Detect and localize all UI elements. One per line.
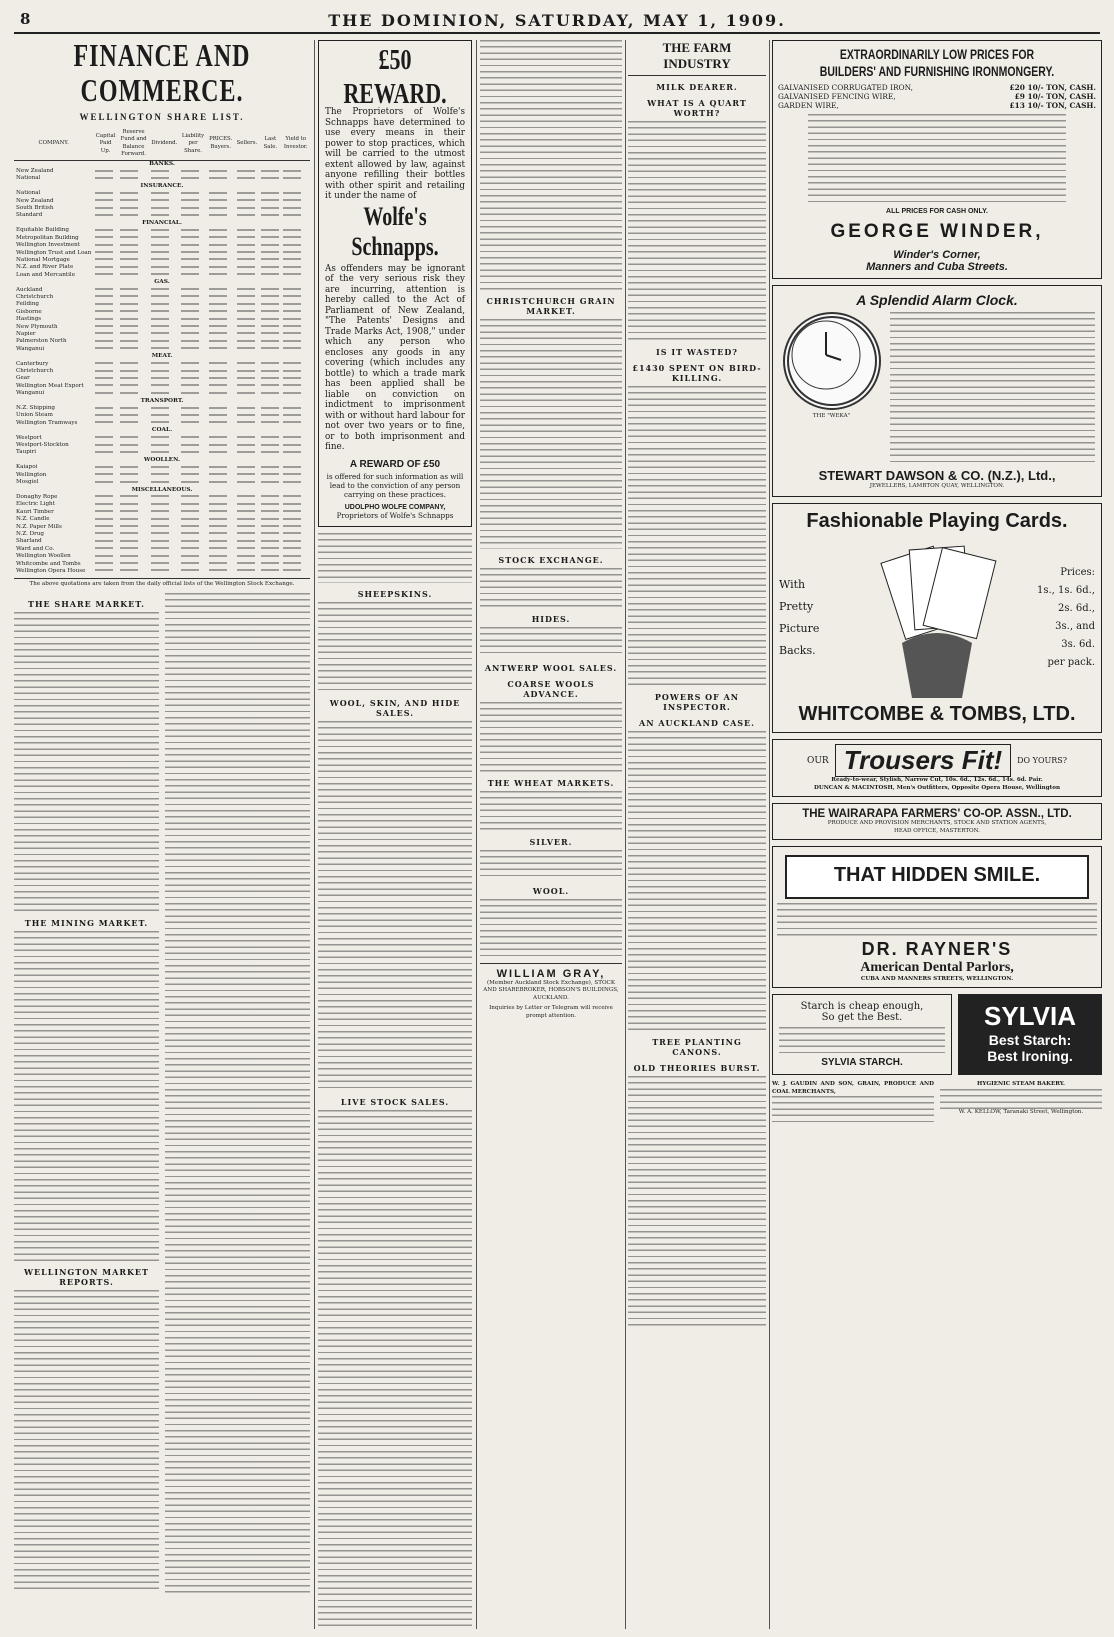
share-table-header: COMPANY.: [14, 128, 93, 160]
share-table-row: Wellington Meat Export: [14, 383, 310, 390]
share-list-title: WELLINGTON SHARE LIST.: [79, 112, 245, 122]
share-table-row: Westport-Stockton: [14, 442, 310, 449]
share-table-row: Whitcombe and Tombs: [14, 561, 310, 568]
market-reports-continued: [165, 593, 310, 1593]
cards-advertisement: [772, 503, 1102, 733]
col3-text-e: [480, 702, 622, 772]
winder-head-2: BUILDERS' AND FURNISHING IRONMONGERY.: [819, 64, 1055, 80]
stock-heading: STOCK EXCHANGE.: [498, 555, 604, 565]
share-table-row: New Zealand: [14, 198, 310, 205]
milk-heading: MILK DEARER.: [656, 82, 738, 92]
share-market-text: [14, 612, 159, 912]
winder-address-2: Manners and Cuba Streets.: [866, 261, 1008, 273]
coarse-heading: COARSE WOOLS ADVANCE.: [507, 679, 595, 699]
trousers-line: Ready-to-wear, Stylish, Narrow Cut, 10s. 6d., 12s. 6d., 14s. 6d. Pair.: [831, 777, 1043, 784]
cards-text-line: 2s. 6d.,: [1058, 603, 1095, 615]
page-number: 8: [20, 10, 31, 28]
share-table-row: Auckland: [14, 287, 310, 294]
hides-heading: HIDES.: [531, 614, 571, 624]
reward-headline: £50 REWARD.: [343, 43, 447, 110]
share-table: [14, 128, 310, 575]
cards-text-line: 1s., 1s. 6d.,: [1036, 585, 1095, 597]
share-table-header: PRICES. Buyers.: [207, 128, 235, 160]
table-note: The above quotations are taken from the daily official lists of the Wellington Stock Exchange.: [14, 578, 310, 588]
share-section-heading: GAS.: [154, 279, 170, 286]
share-table-row: Christchurch: [14, 368, 310, 375]
col3-text-f: [480, 791, 622, 831]
col2-text-a: [318, 533, 472, 583]
col2-text-b: [318, 602, 472, 692]
col3-text-h: [480, 899, 622, 959]
grain-heading: CHRISTCHURCH GRAIN MARKET.: [486, 296, 616, 316]
quart-heading: WHAT IS A QUART WORTH?: [647, 98, 747, 118]
share-table-row: Sharland: [14, 538, 310, 545]
smile-headline: THAT HIDDEN SMILE.: [833, 864, 1041, 887]
share-table-row: Wanganui: [14, 346, 310, 353]
finance-title: FINANCE AND COMMERCE.: [73, 40, 251, 109]
share-section-heading: INSURANCE.: [140, 182, 184, 189]
share-table-row: Kauri Timber: [14, 509, 310, 516]
share-table-row: Metropolitan Building: [14, 235, 310, 242]
cards-right-text: [1035, 564, 1095, 672]
cards-text-line: With: [779, 578, 806, 592]
powers-heading: POWERS OF AN INSPECTOR.: [654, 692, 740, 712]
cards-text-line: Pretty: [779, 600, 814, 614]
share-table-header: Liability per Share.: [179, 128, 206, 160]
share-table-row: Feilding: [14, 301, 310, 308]
reward-signature: UDOLPHO WOLFE COMPANY,: [344, 503, 446, 511]
trousers-shop: DUNCAN & MACINTOSH, Men's Outfitters, Opposite Opera House, Wellington: [813, 784, 1061, 791]
clock-name: THE "WEKA": [812, 413, 851, 419]
share-table-row: Wellington Investment: [14, 242, 310, 249]
market-reports-text: [14, 1290, 159, 1590]
share-table-header: Sellers.: [235, 128, 260, 160]
farm-title: THE FARM INDUSTRY: [628, 40, 766, 76]
winder-price-item: GALVANISED CORRUGATED IRON, £20 10/- TON, CASH.: [778, 83, 1096, 92]
trousers-advertisement: [772, 739, 1102, 797]
mining-heading: THE MINING MARKET.: [24, 917, 149, 928]
share-table-row: National: [14, 190, 310, 197]
share-table-row: Wellington Trust and Loan: [14, 250, 310, 257]
share-section-heading: COAL.: [151, 427, 173, 434]
reward-advertisement: [318, 40, 472, 527]
starch-text: [779, 1027, 945, 1053]
share-table-row: Wellington Opera House: [14, 568, 310, 575]
share-table-row: Wanganui: [14, 390, 310, 397]
share-table-row: Kaiapoi: [14, 464, 310, 471]
share-table-header: Dividend.: [149, 128, 179, 160]
cards-text-line: 3s., and: [1055, 621, 1095, 633]
share-table-row: Wellington: [14, 472, 310, 479]
silver-heading: SILVER.: [529, 837, 573, 847]
share-table-row: Wellington Tramways: [14, 420, 310, 427]
wairarapa-sub: PRODUCE AND PROVISION MERCHANTS, STOCK AND STATION AGENTS,: [827, 820, 1047, 827]
markets-column: [480, 40, 622, 1629]
col3-text-d: [480, 627, 622, 657]
market-reports-heading: WELLINGTON MARKET REPORTS.: [24, 1266, 149, 1287]
trousers-question: DO YOURS?: [1017, 756, 1068, 766]
rayner-name: DR. RAYNER'S: [861, 939, 1013, 960]
kellow-name: W. A. KELLOW, Taranaki Street, Wellington.: [958, 1108, 1084, 1115]
gaudin-text: [772, 1096, 934, 1126]
share-table-row: Taupiri: [14, 449, 310, 456]
cards-left-text: [779, 574, 839, 662]
gray-ad-name: WILLIAM GRAY,: [496, 968, 606, 980]
share-table-header: Reserve Fund and Balance Forward.: [118, 128, 149, 160]
playing-cards-icon: [862, 533, 1012, 703]
share-table-row: New Plymouth: [14, 324, 310, 331]
sheepskins-heading: SHEEPSKINS.: [357, 588, 433, 599]
share-table-row: Donaghy Rope: [14, 494, 310, 501]
wairarapa-office: HEAD OFFICE, MASTERTON.: [894, 827, 980, 834]
winder-name: GEORGE WINDER,: [830, 221, 1044, 242]
col2-text-c: [318, 721, 472, 1091]
gray-ad-end: Inquiries by Letter or Telegram will receive prompt attention.: [489, 1005, 613, 1019]
reward-column: [318, 40, 472, 1629]
col4-text-d: [628, 1076, 766, 1326]
share-table-row: N.Z. and River Plate: [14, 264, 310, 271]
farm-column: [628, 40, 766, 1629]
share-table-row: Loan and Mercantile: [14, 272, 310, 279]
reward-line: A REWARD OF £50: [349, 458, 441, 470]
sylvia-name: SYLVIA: [984, 1001, 1076, 1032]
winder-price-item: GARDEN WIRE, £13 10/- TON, CASH.: [778, 101, 1096, 110]
whitcombe-name: WHITCOMBE & TOMBS, LTD.: [798, 703, 1076, 726]
share-table-row: N.Z. Paper Mills: [14, 524, 310, 531]
share-table-header: Last Sale.: [259, 128, 281, 160]
share-table-row: National: [14, 175, 310, 182]
col4-text-a: [628, 121, 766, 341]
starch-line: Starch is cheap enough,: [800, 1001, 924, 1013]
theories-heading: OLD THEORIES BURST.: [633, 1063, 761, 1073]
winder-sale: ALL PRICES FOR CASH ONLY.: [886, 208, 988, 215]
reward-body: The Proprietors of Wolfe's Schnapps have determined to use every means in their power to stop practices, which will be carried to the utmost extent allowed by law, against anyone refilling their bottles with other spirit and retailing it under the name of: [325, 107, 465, 201]
smile-banner: [785, 855, 1089, 899]
col4-text-c: [628, 731, 766, 1031]
winder-advertisement: [772, 40, 1102, 279]
share-table-row: Ward and Co.: [14, 546, 310, 553]
share-table-row: Napier: [14, 331, 310, 338]
share-table-row: Electric Light: [14, 501, 310, 508]
wool-heading: WOOL.: [532, 886, 570, 896]
tree-heading: TREE PLANTING CANONS.: [652, 1037, 742, 1057]
cards-headline: Fashionable Playing Cards.: [806, 510, 1068, 533]
col2-text-d: [318, 1110, 472, 1630]
share-table-row: N.Z. Drug: [14, 531, 310, 538]
share-table-row: Canterbury: [14, 361, 310, 368]
rayner-parlors: American Dental Parlors,: [860, 960, 1014, 976]
wasted-heading: IS IT WASTED?: [656, 347, 738, 357]
wool-sales-heading: WOOL, SKIN, AND HIDE SALES.: [329, 697, 461, 718]
gaudin-name: W. J. GAUDIN AND SON, GRAIN, PRODUCE AND COAL MERCHANTS,: [772, 1081, 934, 1095]
cards-text-line: 3s. 6d.: [1061, 639, 1095, 651]
share-table-row: Union Steam: [14, 412, 310, 419]
cards-text-line: Backs.: [779, 644, 816, 658]
wheat-heading: THE WHEAT MARKETS.: [487, 778, 615, 788]
trousers-lead: OUR: [806, 755, 829, 766]
gray-ad-sub: (Member Auckland Stock Exchange), STOCK AND SHAREBROKER, HOBSON'S BUILDINGS, AUCKLAND.: [483, 980, 619, 1001]
share-table-header: Yield to Investor.: [281, 128, 310, 160]
winder-price-item: GALVANISED FENCING WIRE, £9 10/- TON, CASH.: [778, 92, 1096, 101]
col3-text-b: [480, 319, 622, 549]
rayner-text: [777, 903, 1097, 939]
share-table-row: Mosgiel: [14, 479, 310, 486]
auckland-case-heading: AN AUCKLAND CASE.: [639, 718, 755, 728]
cards-text-line: Picture: [779, 622, 820, 636]
winder-items-more: [808, 114, 1066, 204]
reward-act-text: As offenders may be ignorant of the very serious risk they are incurring, attention is hereby called to the Act of Parliament of New Zealand, "The Patents' Designs and Trade Marks Act, 1908," under which any person who encloses any goods in any covering (which includes any bottle) to which a trade mark has been applied shall be liable on conviction on indictment to imprisonment with or without hard labour for not over two years or to fine, or to both imprisonment and fine.: [325, 263, 465, 452]
best-ironing: Best Ironing.: [987, 1048, 1073, 1065]
share-section-heading: WOOLLEN.: [143, 456, 181, 463]
share-table-row: Standard: [14, 212, 310, 219]
antwerp-heading: ANTWERP WOOL SALES.: [484, 663, 618, 673]
rayner-advertisement: [772, 846, 1102, 988]
reward-info: is offered for such information as will lead to the conviction of any person carrying on these practices.: [326, 471, 464, 499]
bottom-ads: [772, 1081, 1102, 1126]
share-table-row: N.Z. Shipping: [14, 405, 310, 412]
share-table-row: Gisborne: [14, 309, 310, 316]
live-stock-heading: LIVE STOCK SALES.: [340, 1096, 450, 1107]
reward-signature-sub: Proprietors of Wolfe's Schnapps: [336, 510, 454, 520]
clock-store: STEWART DAWSON & CO. (N.Z.), Ltd.,: [818, 468, 1056, 483]
winder-address-1: Winder's Corner,: [893, 249, 981, 261]
cards-text-line: per pack.: [1047, 657, 1095, 669]
share-table-row: Equitable Building: [14, 227, 310, 234]
share-table-row: Westport: [14, 435, 310, 442]
masthead: [14, 10, 1100, 34]
clock-advertisement: [772, 285, 1102, 497]
trousers-headline: Trousers Fit!: [835, 744, 1011, 777]
bakery-name: HYGIENIC STEAM BAKERY.: [977, 1081, 1065, 1088]
share-section-heading: TRANSPORT.: [140, 397, 184, 404]
reward-brand: Wolfe's Schnapps.: [351, 202, 439, 262]
clock-text: [890, 312, 1095, 462]
col4-text-b: [628, 386, 766, 686]
clock-address: JEWELLERS, LAMBTON QUAY, WELLINGTON.: [869, 483, 1005, 489]
finance-column: [14, 40, 310, 1629]
clock-headline: A Splendid Alarm Clock.: [856, 292, 1018, 308]
share-section-heading: MEAT.: [151, 353, 173, 360]
bakery-text: [940, 1089, 1102, 1109]
mining-text: [14, 931, 159, 1261]
share-table-row: Christchurch: [14, 294, 310, 301]
alarm-clock-icon: [783, 312, 881, 410]
share-market-heading: THE SHARE MARKET.: [28, 598, 145, 609]
share-section-heading: BANKS.: [149, 160, 175, 167]
share-table-row: Palmerston North: [14, 338, 310, 345]
starch-advertisement: [772, 994, 1102, 1075]
share-table-row: Gear: [14, 375, 310, 382]
ads-column: [772, 40, 1102, 1629]
masthead-title: THE DOMINION, SATURDAY, MAY 1, 1909.: [328, 11, 786, 30]
col3-text-c: [480, 568, 622, 608]
share-table-row: National Mortgage: [14, 257, 310, 264]
sylvia-starch: SYLVIA STARCH.: [821, 1057, 903, 1069]
share-table-row: Hastings: [14, 316, 310, 323]
cards-text-line: Prices:: [1060, 567, 1095, 579]
col3-text-g: [480, 850, 622, 880]
rayner-address: CUBA AND MANNERS STREETS, WELLINGTON.: [860, 976, 1014, 983]
share-table-row: Wellington Woollen: [14, 553, 310, 560]
wairarapa-advertisement: [772, 803, 1102, 840]
winder-head-1: EXTRAORDINARILY LOW PRICES FOR: [839, 47, 1035, 63]
starch-line: So get the Best.: [821, 1012, 903, 1024]
winder-price-list: [778, 83, 1096, 110]
wairarapa-name: THE WAIRARAPA FARMERS' CO-OP. ASSN., LTD.: [802, 808, 1072, 821]
bird-heading: £1430 SPENT ON BIRD-KILLING.: [632, 363, 762, 383]
share-section-heading: MISCELLANEOUS.: [131, 486, 193, 493]
share-table-row: South British: [14, 205, 310, 212]
starch-lines: [779, 1001, 945, 1023]
share-table-row: N.Z. Candle: [14, 516, 310, 523]
share-table-row: New Zealand: [14, 168, 310, 175]
share-section-heading: FINANCIAL.: [142, 219, 182, 226]
col3-text-a: [480, 40, 622, 290]
share-table-header: Capital Paid Up.: [93, 128, 117, 160]
best-starch: Best Starch:: [988, 1032, 1072, 1049]
